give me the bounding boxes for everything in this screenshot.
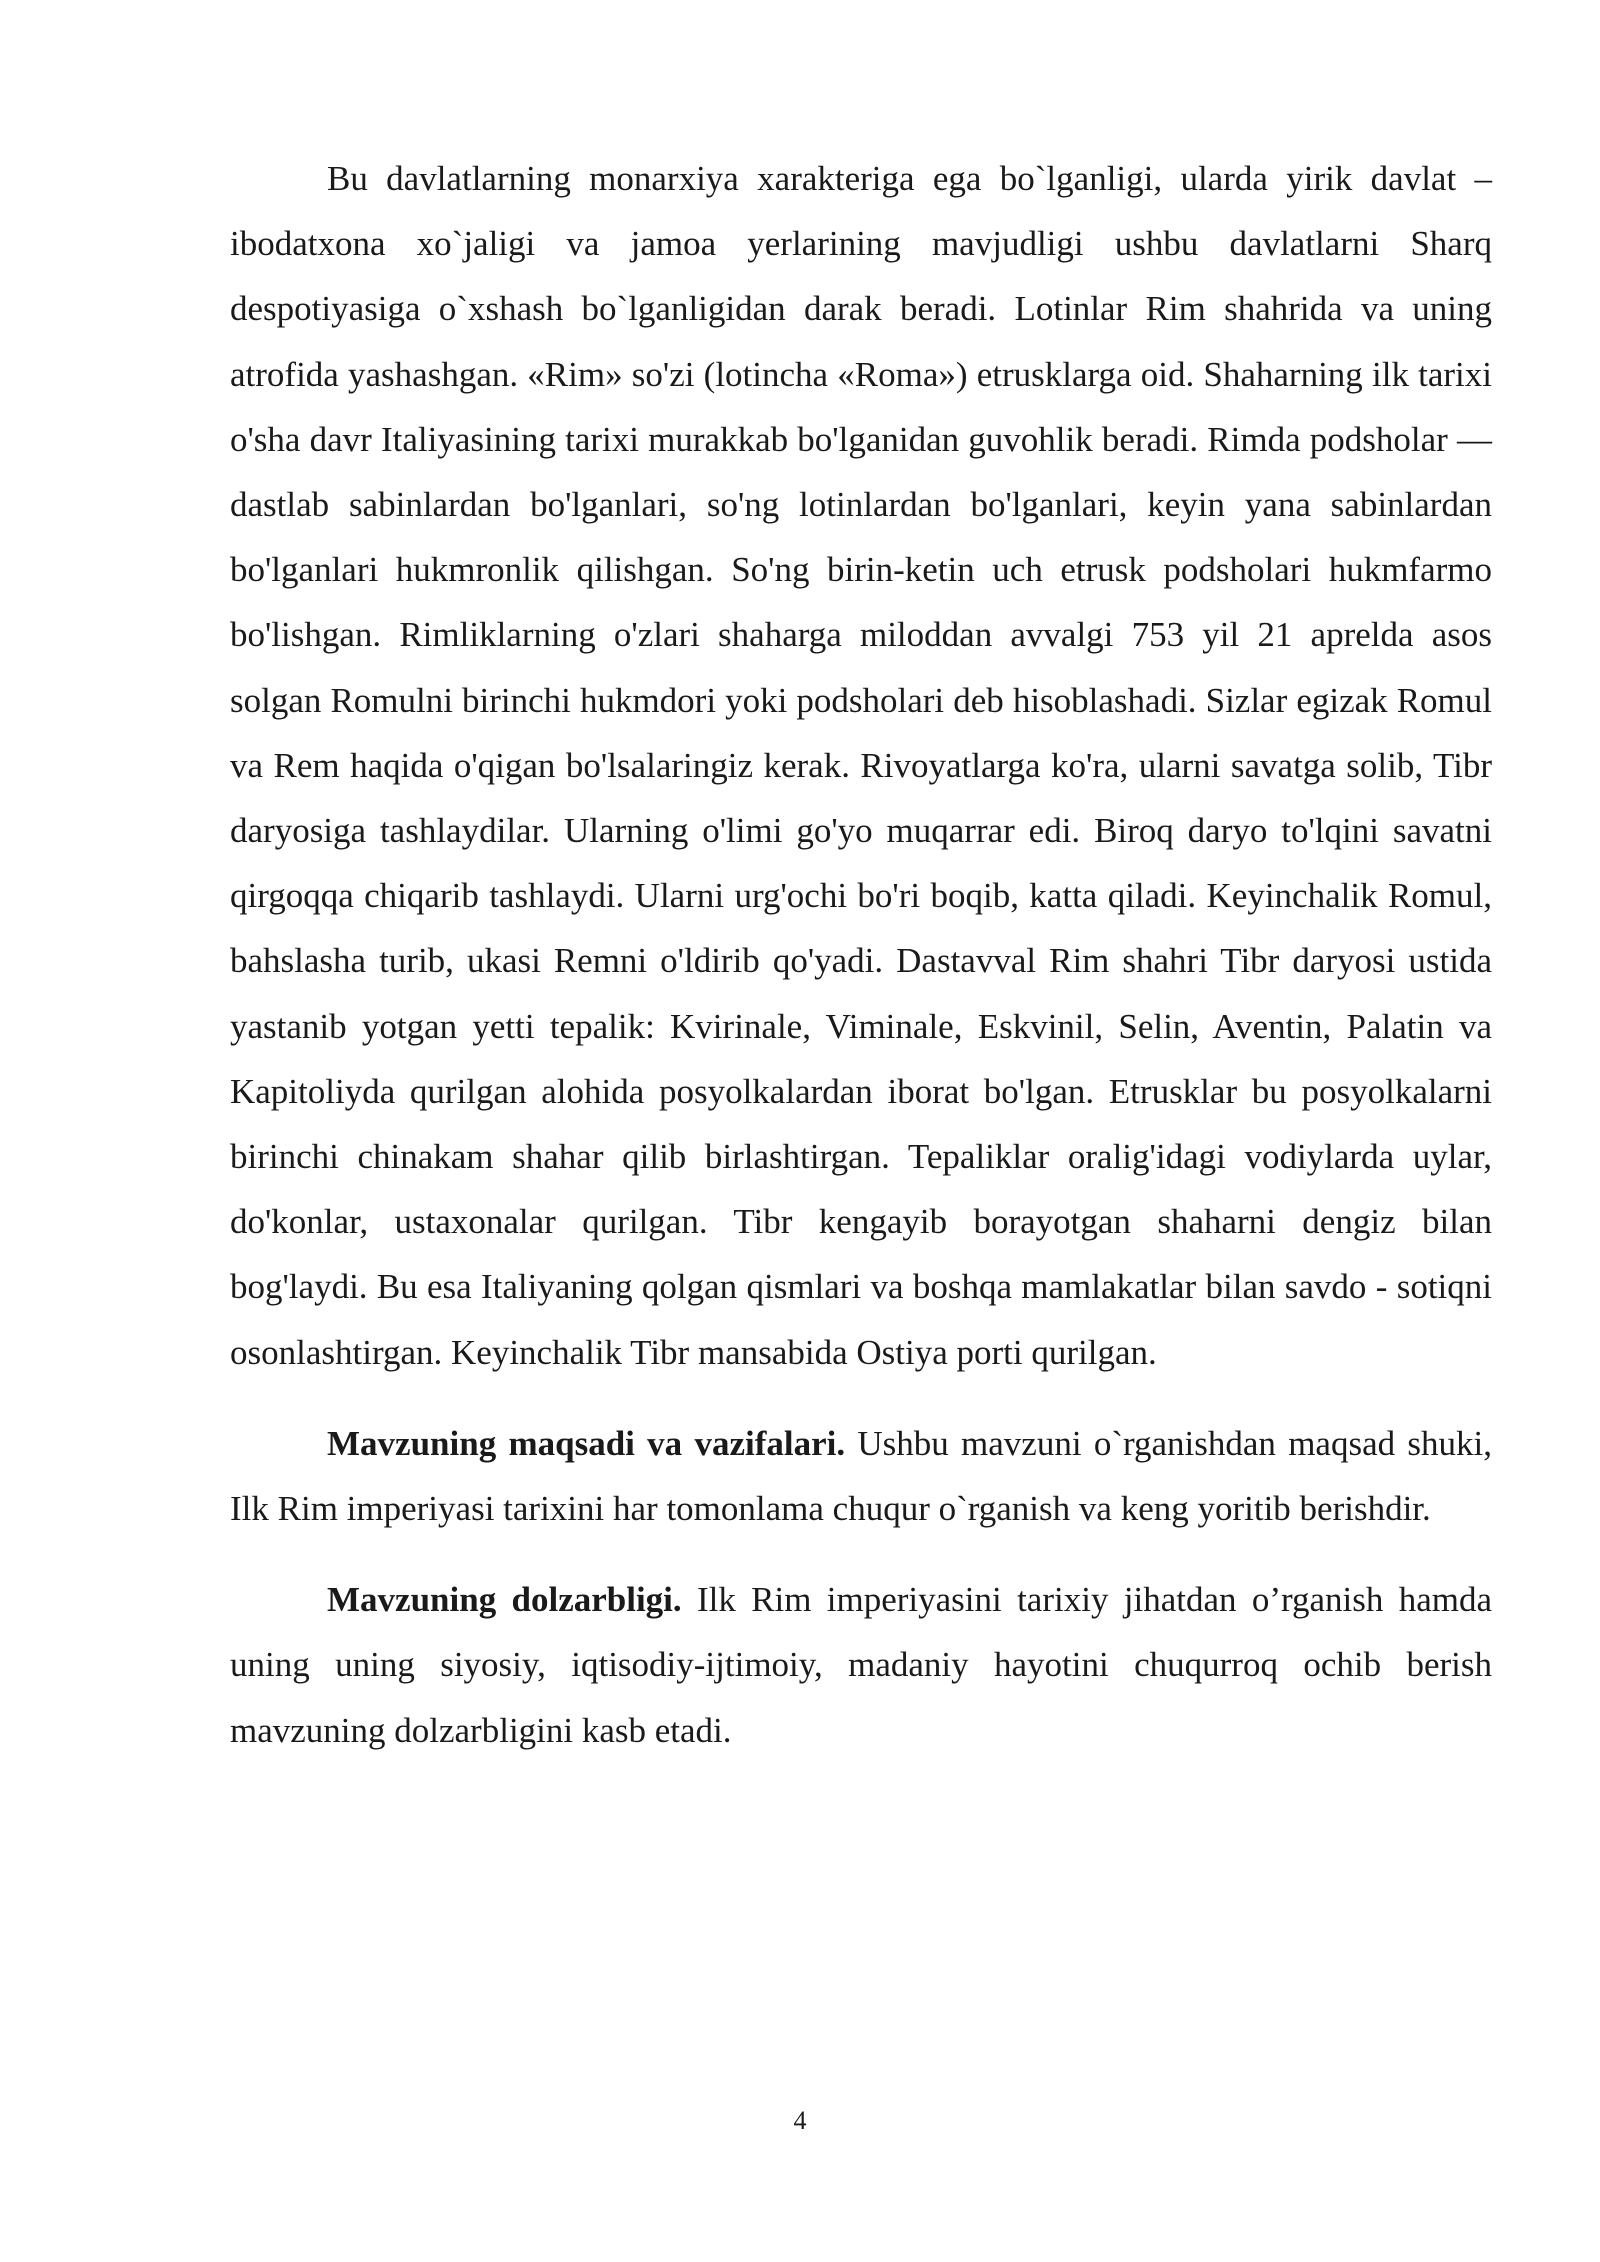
paragraph-goals: [230, 1411, 1492, 1541]
paragraph-rome-history: [230, 146, 1492, 1385]
paragraph-text: Ushbu mavzuni o`rganishdan maqsad shuki, Ilk Rim imperiyasi tarixini har tomonlama chuqur o`rganish va keng yoritib berishdir.: [230, 1423, 1492, 1529]
paragraph-heading-goals: Mavzuning maqsadi va vazifalari.: [327, 1423, 846, 1463]
paragraph-relevance: [230, 1567, 1492, 1763]
paragraph-text: Bu davlatlarning monarxiya xarakteriga ega bo`lganligi, ularda yirik davlat – ibodatxona xo`jaligi va jamoa yerlarining mavjudligi ushbu davlatlarni Sharq despotiyasiga o`xshash bo`lganligidan darak beradi. Lotinlar Rim shahrida va uning atrofida yashashgan. «Rim» so'zi (lotincha «Roma») etrusklarga oid. Shaharning ilk tarixi o'sha davr Italiyasining tarixi murakkab bo'lganidan guvohlik beradi. Rimda podsholar — dastlab sabinlardan bo'lganlari, so'ng lotinlardan bo'lganlari, keyin yana sabinlardan bo'lganlari hukmronlik qilishgan. So'ng birin-ketin uch etrusk podsholari hukmfarmo bo'lishgan. Rimliklarning o'zlari shaharga miloddan avvalgi 753 yil 21 aprelda asos solgan Romulni birinchi hukmdori yoki podsholari deb hisoblashadi. Sizlar egizak Romul va Rem haqida o'qigan bo'lsalaringiz kerak. Rivoyatlarga ko'ra, ularni savatga solib, Tibr daryosiga tashlaydilar. Ularning o'limi go'yo muqarrar edi. Biroq daryo to'lqini savatni qirgoqqa chiqarib tashlaydi. Ularni urg'ochi bo'ri boqib, katta qiladi. Keyinchalik Romul, bahslasha turib, ukasi Remni o'ldirib qo'yadi. Dastavval Rim shahri Tibr daryosi ustida yastanib yotgan yetti tepalik: Kvirinale, Viminale, Eskvinil, Selin, Aventin, Palatin va Kapitoliyda qurilgan alohida posyolkalardan iborat bo'lgan. Etrusklar bu posyolkalarni birinchi chinakam shahar qilib birlashtirgan. Tepaliklar oralig'idagi vodiylarda uylar, do'konlar, ustaxonalar qurilgan. Tibr kengayib borayotgan shaharni dengiz bilan bog'laydi. Bu esa Italiyaning qolgan qismlari va boshqa mamlakatlar bilan savdo - sotiqni osonlashtirgan. Keyinchalik Tibr mansabida Ostiya porti qurilgan.: [230, 159, 1492, 1372]
page-number: 4: [793, 2106, 807, 2135]
paragraph-heading-relevance: Mavzuning dolzarbligi.: [327, 1580, 682, 1620]
body-text: [230, 146, 1492, 1763]
paragraph-text: Ilk Rim imperiyasini tarixiy jihatdan o’rganish hamda uning uning siyosiy, iqtisodiy-ijtimoiy, madaniy hayotini chuqurroq ochib berish mavzuning dolzarbligini kasb etadi.: [230, 1580, 1492, 1750]
